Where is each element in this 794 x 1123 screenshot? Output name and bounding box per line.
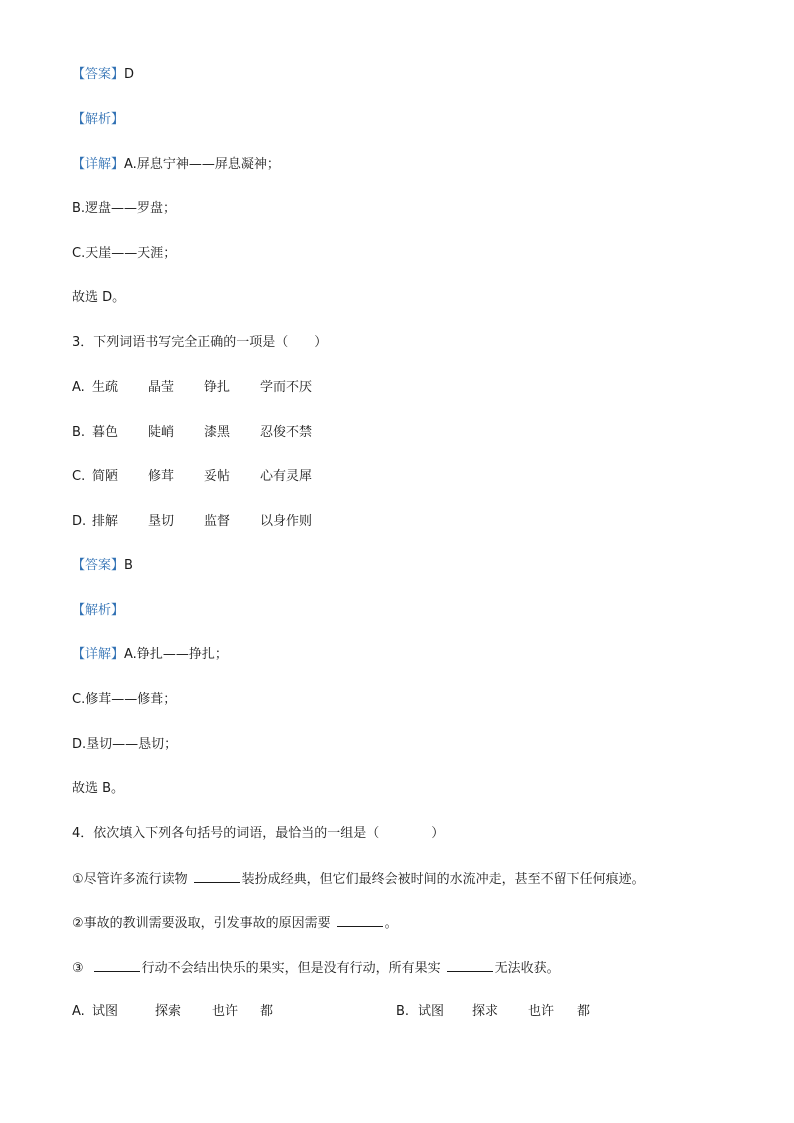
q3-conclusion: 故选 B。 [72,781,125,796]
option-word: 铮扎 [204,380,231,395]
option-word: 陡峭 [148,425,175,440]
option-word: 生疏 [92,380,119,395]
q2-answer-line [72,66,134,84]
option-label: C. [72,469,86,484]
answer-tag: 【答案】 [72,558,125,573]
option-label: B. [396,1004,410,1019]
q3-detail-d: D.垦切——恳切； [72,737,178,752]
sentence-text: 。 [384,916,398,931]
option-word: 都 [577,1004,591,1019]
option-word: 忍俊不禁 [260,425,313,440]
fill-blank [194,870,240,883]
q4-sentence-2 [72,914,398,933]
q2-analysis-tag: 【解析】 [72,112,125,127]
q2-detail-c: C.天崖——天涯； [72,246,177,261]
option-word: 也许 [212,1004,239,1019]
fill-blank [94,959,140,972]
answer-value: B [124,558,133,573]
option-word: 排解 [92,514,119,529]
q2-detail-line [72,156,280,174]
option-word: 修茸 [148,469,175,484]
option-word: 漆黑 [204,425,231,440]
option-word: 监督 [204,514,231,529]
option-label: B. [72,425,86,440]
option-label: A. [72,1004,85,1019]
q2-detail-b: B.逻盘——罗盘； [72,201,177,216]
detail-text: A.屏息宁神——屏息凝神； [124,157,280,172]
q3-answer-line [72,557,133,575]
option-word: 垦切 [148,514,175,529]
q4-sentence-3 [72,959,560,978]
option-word: 妥帖 [204,469,231,484]
q2-conclusion: 故选 D。 [72,290,126,305]
option-word: 试图 [92,1004,119,1019]
option-word: 都 [260,1004,274,1019]
q3-detail-line [72,646,228,664]
option-label: D. [72,514,87,529]
sentence-text: 无法收获。 [494,961,560,976]
fill-blank [447,959,493,972]
q3-stem: 3．下列词语书写完全正确的一项是（ ） [72,335,328,350]
option-word: 晶莹 [148,380,175,395]
option-label: A. [72,380,85,395]
option-word: 试图 [418,1004,445,1019]
answer-tag: 【答案】 [72,67,125,82]
detail-tag: 【详解】 [72,157,125,172]
option-word: 心有灵犀 [260,469,313,484]
fill-blank [337,914,383,927]
answer-value: D [124,67,135,82]
option-word: 简陋 [92,469,119,484]
sentence-text: ①尽管许多流行读物 [72,872,188,887]
sentence-text: ③ [72,961,84,976]
sentence-text: 行动不会结出快乐的果实，但是没有行动，所有果实 [141,961,441,976]
q4-sentence-1 [72,870,645,889]
detail-text: A.铮扎——挣扎； [124,647,228,662]
q3-detail-c: C.修茸——修葺； [72,692,177,707]
option-word: 探索 [155,1004,182,1019]
option-word: 也许 [528,1004,555,1019]
option-word: 学而不厌 [260,380,313,395]
q3-analysis-tag: 【解析】 [72,603,125,618]
sentence-text: 装扮成经典，但它们最终会被时间的水流冲走，甚至不留下任何痕迹。 [241,872,645,887]
option-word: 探求 [472,1004,499,1019]
option-word: 暮色 [92,425,119,440]
option-word: 以身作则 [260,514,313,529]
sentence-text: ②事故的教训需要汲取，引发事故的原因需要 [72,916,331,931]
detail-tag: 【详解】 [72,647,125,662]
q4-stem: 4．依次填入下列各句括号的词语，最恰当的一组是（ ） [72,826,445,841]
